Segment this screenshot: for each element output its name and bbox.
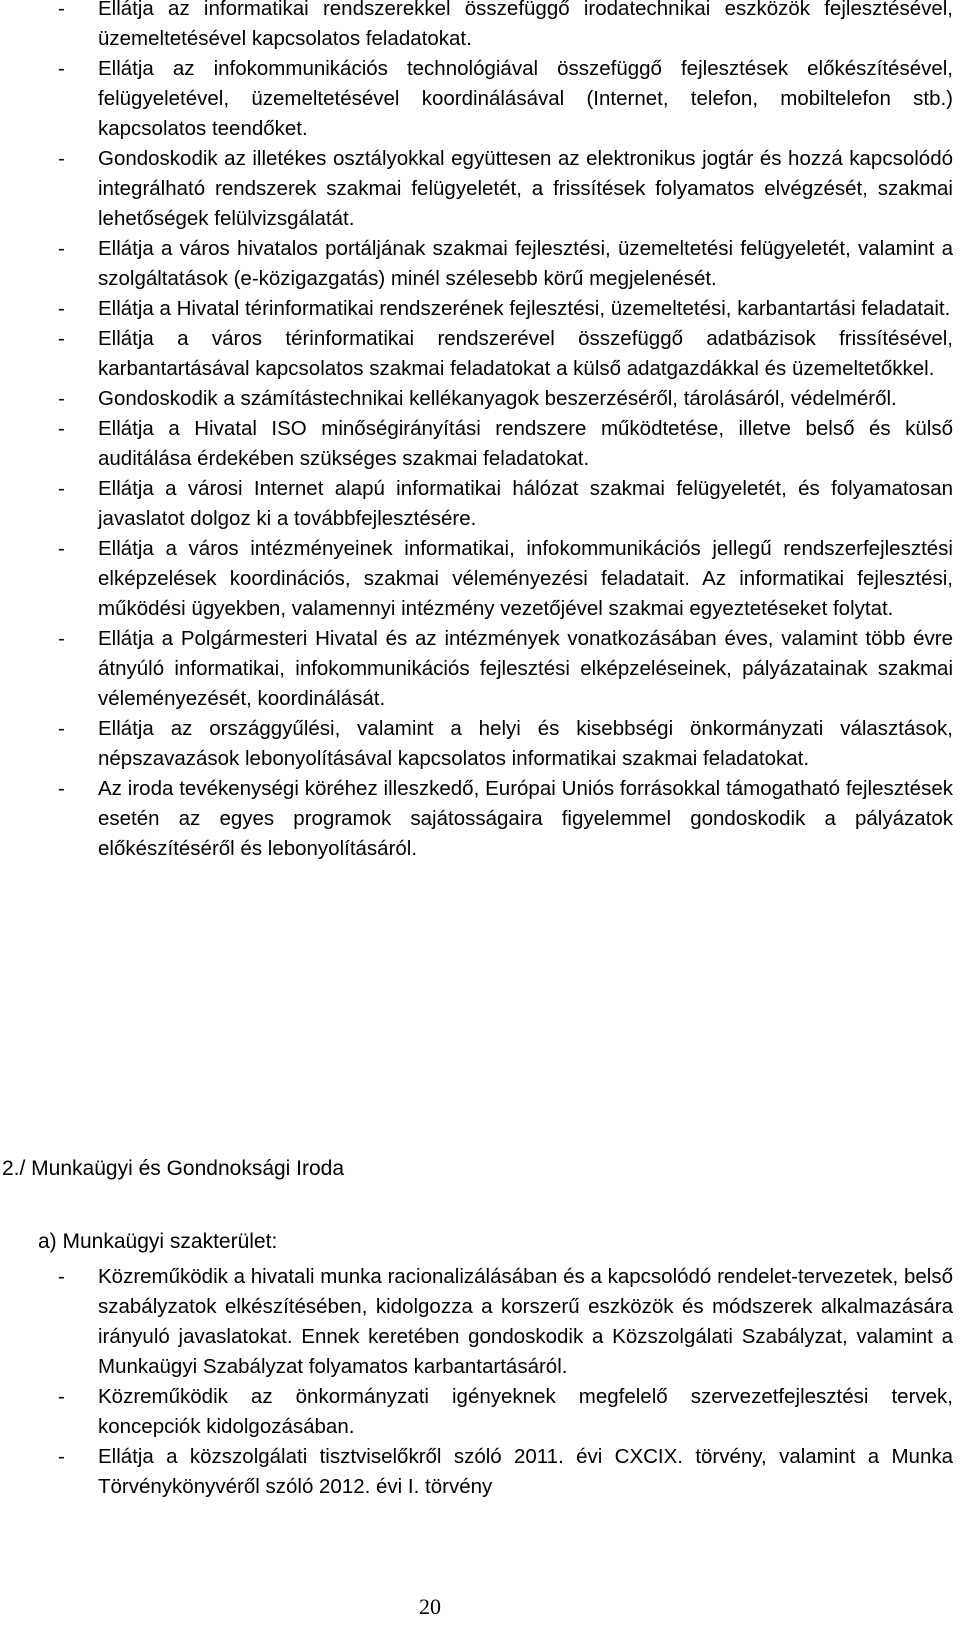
list-item bbox=[58, 624, 953, 714]
bullet-dash: - bbox=[58, 477, 65, 500]
bullet-dash: - bbox=[58, 327, 65, 350]
list-item-text: Ellátja a Polgármesteri Hivatal és az intézmények vonatkozásában éves, valamint több évre átnyúló informatikai, infokommunikációs fejlesztési elképzeléseinek, pályázatainak szakmai véleményezését, koordinálását. bbox=[98, 627, 953, 710]
list-item bbox=[58, 144, 953, 234]
subsection-duties-list bbox=[58, 1262, 953, 1502]
duties-list bbox=[58, 0, 953, 864]
list-item bbox=[58, 414, 953, 474]
list-item bbox=[58, 234, 953, 294]
bullet-dash: - bbox=[58, 417, 65, 440]
list-item bbox=[58, 774, 953, 864]
list-item bbox=[58, 384, 953, 414]
list-item-text: Ellátja a város intézményeinek informatikai, infokommunikációs jellegű rendszerfejlesztési elképzelések koordinációs, szakmai véleményezési feladatait. Az informatikai fejlesztési, működési ügyekben, valamennyi intézmény vezetőjével szakmai egyeztetéseket folytat. bbox=[98, 537, 953, 620]
list-item-text: Közreműködik a hivatali munka racionalizálásában és a kapcsolódó rendelet-tervezetek, belső szabályzatok elkészítésében, kidolgozza a korszerű eszközök és módszerek alkalmazására irányuló javaslatokat. Ennek keretében gondoskodik a Közszolgálati Szabályzat, valamint a Munkaügyi Szabályzat folyamatos karbantartásáról. bbox=[98, 1265, 953, 1378]
list-item bbox=[58, 294, 953, 324]
list-item-text: Ellátja a Hivatal ISO minőségirányítási rendszere működtetése, illetve belső és külső auditálása érdekében szükséges szakmai feladatokat. bbox=[98, 417, 953, 470]
list-item bbox=[58, 1262, 953, 1382]
list-item-text: Ellátja az infokommunikációs technológiával összefüggő fejlesztések előkészítésével, felügyeletével, üzemeltetésével koordinálásával (Internet, telefon, mobiltelefon stb.) kapcsolatos teendőket. bbox=[98, 57, 953, 140]
list-item-text: Ellátja a városi Internet alapú informatikai hálózat szakmai felügyeletét, és folyamatosan javaslatot dolgoz ki a továbbfejlesztésére. bbox=[98, 477, 953, 530]
list-item-text: Közreműködik az önkormányzati igényeknek megfelelő szervezetfejlesztési tervek, koncepciók kidolgozásában. bbox=[98, 1385, 953, 1438]
list-item bbox=[58, 324, 953, 384]
list-item-text: Ellátja a város térinformatikai rendszerével összefüggő adatbázisok frissítésével, karbantartásával kapcsolatos szakmai feladatokat a külső adatgazdákkal és üzemeltetőkkel. bbox=[98, 327, 953, 380]
bullet-dash: - bbox=[58, 387, 65, 410]
list-item bbox=[58, 714, 953, 774]
list-item-text: Ellátja a közszolgálati tisztviselőkről szóló 2011. évi CXCIX. törvény, valamint a Munka Törvénykönyvéről szóló 2012. évi I. törvény bbox=[98, 1445, 953, 1498]
list-item bbox=[58, 474, 953, 534]
list-item bbox=[58, 0, 953, 54]
list-item bbox=[58, 534, 953, 624]
list-item-text: Az iroda tevékenységi köréhez illeszkedő, Európai Uniós forrásokkal támogatható fejlesztések esetén az egyes programok sajátosságaira figyelemmel gondoskodik a pályázatok előkészítéséről és lebonyolításáról. bbox=[98, 777, 953, 860]
bullet-dash: - bbox=[58, 537, 65, 560]
list-item-text: Ellátja az országgyűlési, valamint a helyi és kisebbségi önkormányzati választások, népszavazások lebonyolításával kapcsolatos informatikai szakmai feladatokat. bbox=[98, 717, 953, 770]
bullet-dash: - bbox=[58, 627, 65, 650]
bullet-dash: - bbox=[58, 297, 65, 320]
list-item bbox=[58, 1382, 953, 1442]
list-item-text: Gondoskodik az illetékes osztályokkal együttesen az elektronikus jogtár és hozzá kapcsolódó integrálható rendszerek szakmai felügyeletét, a frissítések folyamatos elvégzését, szakmai lehetőségek felülvizsgálatát. bbox=[98, 147, 953, 230]
list-item bbox=[58, 54, 953, 144]
bullet-dash: - bbox=[58, 0, 65, 20]
bullet-dash: - bbox=[58, 717, 65, 740]
list-item-text: Ellátja az informatikai rendszerekkel összefüggő irodatechnikai eszközök fejlesztésével, üzemeltetésével kapcsolatos feladatokat. bbox=[98, 0, 953, 50]
list-item-text: Ellátja a város hivatalos portáljának szakmai fejlesztési, üzemeltetési felügyeletét, valamint a szolgáltatások (e-közigazgatás) minél szélesebb körű megjelenését. bbox=[98, 237, 953, 290]
bullet-dash: - bbox=[58, 777, 65, 800]
list-item-text: Gondoskodik a számítástechnikai kellékanyagok beszerzéséről, tárolásáról, védelméről. bbox=[98, 387, 897, 410]
list-item bbox=[58, 1442, 953, 1502]
bullet-dash: - bbox=[58, 237, 65, 260]
bullet-dash: - bbox=[58, 147, 65, 170]
bullet-dash: - bbox=[58, 1265, 65, 1288]
bullet-dash: - bbox=[58, 1385, 65, 1408]
section-title: 2./ Munkaügyi és Gondnoksági Iroda bbox=[2, 1157, 345, 1180]
bullet-dash: - bbox=[58, 57, 65, 80]
bullet-dash: - bbox=[58, 1445, 65, 1468]
subsection-title: a) Munkaügyi szakterület: bbox=[38, 1230, 278, 1253]
list-item-text: Ellátja a Hivatal térinformatikai rendszerének fejlesztési, üzemeltetési, karbantartási feladatait. bbox=[98, 297, 951, 320]
page-number: 20 bbox=[419, 1594, 441, 1619]
